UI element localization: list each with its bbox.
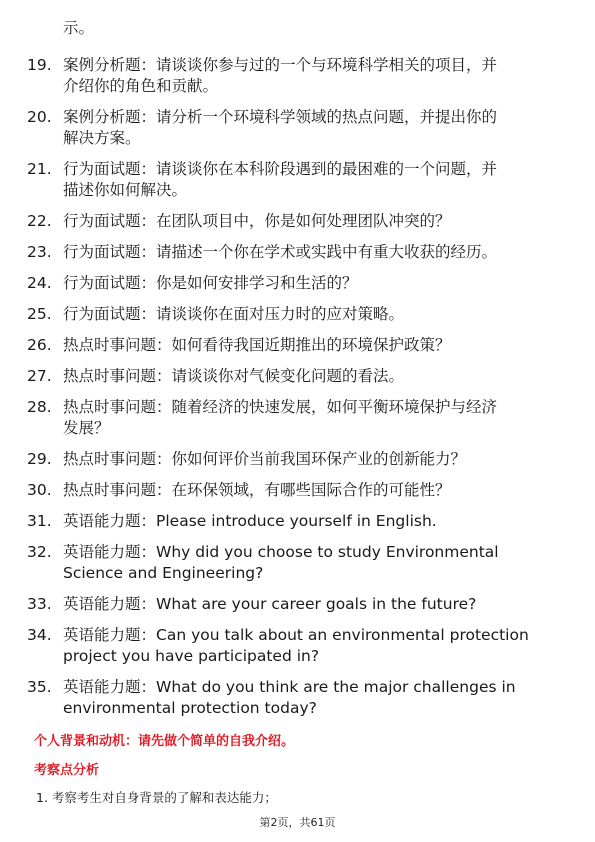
question-item: [0, 542, 595, 584]
question-item: [0, 304, 595, 325]
question-item: [0, 242, 595, 263]
question-item: [0, 366, 595, 387]
question-number: 30.: [27, 481, 52, 499]
question-text-line: 英语能力题：What do you think are the major challenges in: [63, 678, 516, 696]
question-number: 33.: [27, 595, 52, 613]
question-list: [0, 55, 595, 729]
question-item: [0, 159, 595, 201]
question-item: [0, 55, 595, 97]
question-item: [0, 449, 595, 470]
question-number: 25.: [27, 305, 52, 323]
question-number: 32.: [27, 543, 52, 561]
question-number: 27.: [27, 367, 52, 385]
question-number: 31.: [27, 512, 52, 530]
question-number: 34.: [27, 626, 52, 644]
analysis-heading: 考察点分析: [34, 763, 100, 778]
question-text-line: 英语能力题：Please introduce yourself in English.: [63, 512, 437, 530]
question-item: [0, 511, 595, 532]
question-number: 28.: [27, 398, 52, 416]
question-text-line: 发展？: [63, 419, 110, 437]
question-text-line: 行为面试题：在团队项目中，你是如何处理团队冲突的？: [63, 212, 451, 230]
question-number: 19.: [27, 56, 52, 74]
question-text-line: environmental protection today?: [63, 699, 317, 717]
question-number: 35.: [27, 678, 52, 696]
question-text-line: 热点时事问题：在环保领域，有哪些国际合作的可能性？: [63, 481, 451, 499]
question-number: 21.: [27, 160, 52, 178]
question-text-line: 行为面试题：请描述一个你在学术或实践中有重大收获的经历。: [63, 243, 498, 261]
question-text-line: 英语能力题：Why did you choose to study Environmental: [63, 543, 499, 561]
analysis-item: 1. 考察考生对自身背景的了解和表达能力；: [36, 790, 277, 805]
question-text-line: 热点时事问题：请谈谈你对气候变化问题的看法。: [63, 367, 405, 385]
question-text-line: 介绍你的角色和贡献。: [63, 77, 219, 95]
question-item: [0, 335, 595, 356]
continuation-text: 示。: [63, 19, 95, 37]
question-number: 22.: [27, 212, 52, 230]
question-number: 26.: [27, 336, 52, 354]
question-text-line: 行为面试题：请谈谈你在本科阶段遇到的最困难的一个问题，并: [63, 160, 498, 178]
question-text-line: 案例分析题：请谈谈你参与过的一个与环境科学相关的项目，并: [63, 56, 498, 74]
question-number: 23.: [27, 243, 52, 261]
question-text-line: 案例分析题：请分析一个环境科学领域的热点问题，并提出你的: [63, 108, 498, 126]
page-footer: 第2页，共61页: [259, 816, 336, 829]
question-text-line: 英语能力题：Can you talk about an environmental protection: [63, 626, 529, 644]
question-text-line: 描述你如何解决。: [63, 181, 188, 199]
question-text-line: 行为面试题：请谈谈你在面对压力时的应对策略。: [63, 305, 405, 323]
question-item: [0, 480, 595, 501]
question-text-line: project you have participated in?: [63, 647, 320, 665]
question-text-line: Science and Engineering?: [63, 564, 264, 582]
question-item: [0, 107, 595, 149]
question-text-line: 热点时事问题：随着经济的快速发展，如何平衡环境保护与经济: [63, 398, 498, 416]
question-item: [0, 397, 595, 439]
question-number: 29.: [27, 450, 52, 468]
question-item: [0, 625, 595, 667]
question-item: [0, 677, 595, 719]
question-text-line: 英语能力题：What are your career goals in the future?: [63, 595, 477, 613]
question-text-line: 解决方案。: [63, 129, 141, 147]
section-heading: 个人背景和动机：请先做个简单的自我介绍。: [34, 734, 295, 749]
question-text-line: 热点时事问题：你如何评价当前我国环保产业的创新能力？: [63, 450, 467, 468]
question-item: [0, 594, 595, 615]
question-item: [0, 273, 595, 294]
question-text-line: 行为面试题：你是如何安排学习和生活的？: [63, 274, 358, 292]
question-number: 20.: [27, 108, 52, 126]
question-number: 24.: [27, 274, 52, 292]
question-text-line: 热点时事问题：如何看待我国近期推出的环境保护政策？: [63, 336, 451, 354]
question-item: [0, 211, 595, 232]
